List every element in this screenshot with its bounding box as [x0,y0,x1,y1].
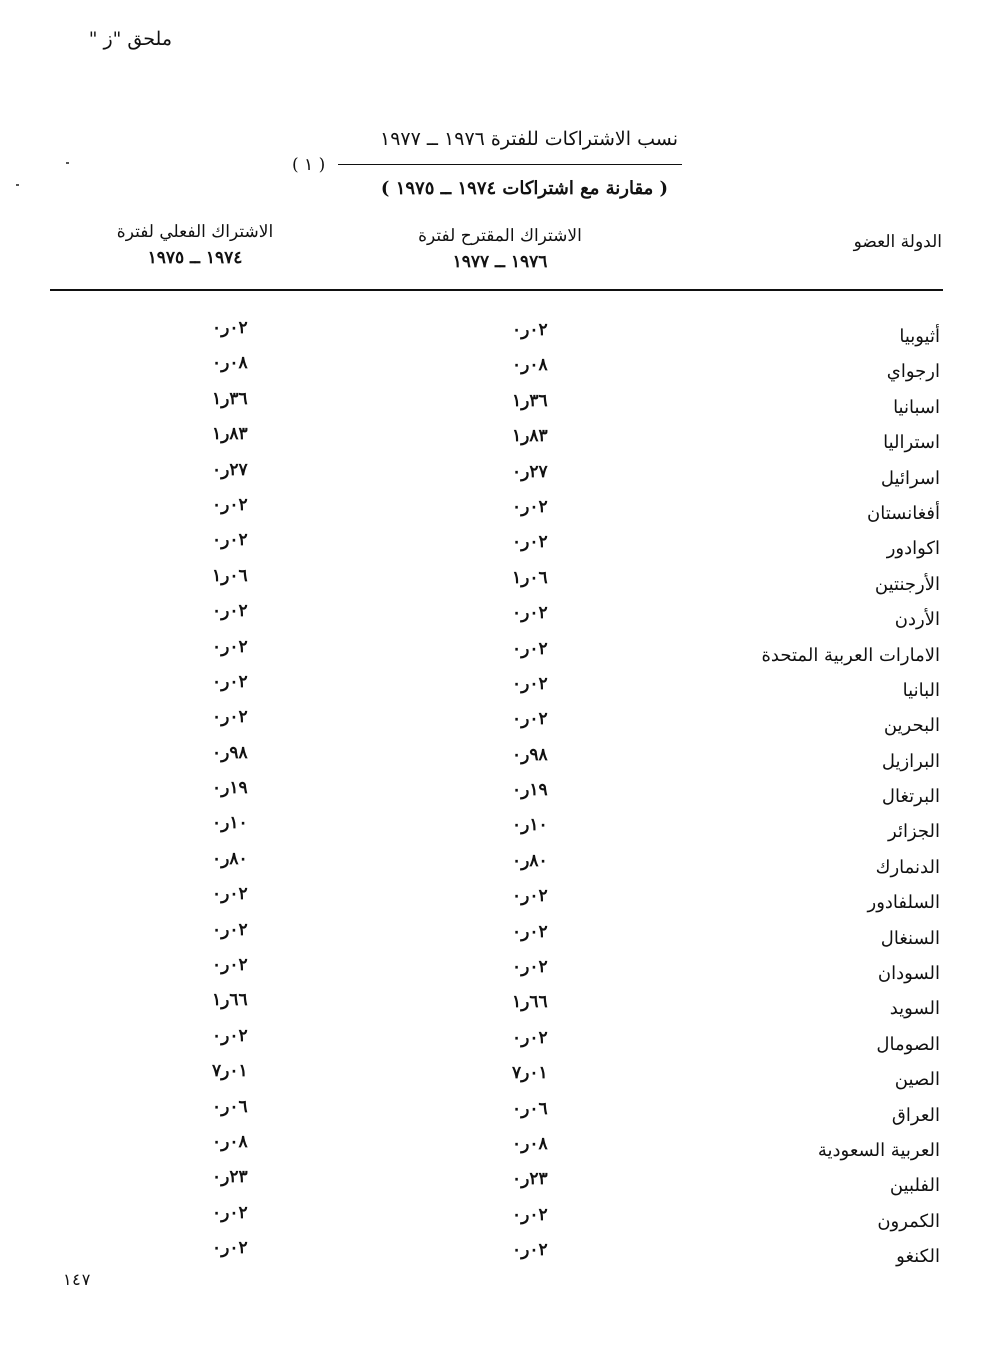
country-cell: أفغانستان [867,502,940,524]
table-row [0,1203,1000,1238]
actual-cell: ٠٢ر٠ [212,530,248,551]
actual-cell: ٨٠ر٠ [212,848,248,869]
table-row [0,1238,1000,1273]
table-row [0,813,1000,848]
column-header-country-label: الدولة العضو [853,232,942,252]
actual-cell: ٣٦ر١ [212,388,248,409]
proposed-cell: ٨٣ر١ [512,426,548,447]
proposed-cell: ١٩ر٠ [512,780,548,801]
proposed-cell: ٠٨ر٠ [512,1133,548,1154]
proposed-cell: ٠٢ر٠ [512,603,548,624]
proposed-cell: ٠١ر٧ [512,1063,548,1084]
title-underline [338,164,682,165]
country-cell: اكوادور [886,538,940,560]
actual-cell: ٠٦ر١ [212,565,248,586]
proposed-cell: ٠٢ر٠ [512,1240,548,1261]
proposed-cell: ٠٦ر٠ [512,1098,548,1119]
scan-speck [66,162,69,164]
actual-cell: ٠٨ر٠ [212,353,248,374]
country-cell: الكنغو [896,1246,940,1268]
proposed-cell: ٠٢ر٠ [512,673,548,694]
country-cell: الدنمارك [875,856,940,878]
actual-cell: ٠٦ر٠ [212,1096,248,1117]
table-row [0,566,1000,601]
table-row [0,1061,1000,1096]
country-cell: الامارات العربية المتحدة [761,644,940,666]
table-row [0,530,1000,565]
contributions-table [0,318,1000,1274]
country-cell: الجزائر [888,821,940,843]
proposed-cell: ٠٢ر٠ [512,532,548,553]
column-header-actual [95,222,295,268]
actual-cell: ٢٧ر٠ [212,459,248,480]
country-cell: البرتغال [881,786,940,808]
proposed-cell: ٢٧ر٠ [512,461,548,482]
table-row [0,672,1000,707]
actual-cell: ٠٢ر٠ [212,955,248,976]
actual-cell: ٠٢ر٠ [212,1238,248,1259]
country-cell: البحرين [883,715,940,737]
table-row [0,637,1000,672]
header-divider [50,289,943,291]
actual-cell: ٠٢ر٠ [212,884,248,905]
proposed-cell: ٠٢ر٠ [512,638,548,659]
actual-cell: ٦٦ر١ [212,990,248,1011]
country-cell: السلفادور [867,892,940,914]
proposed-cell: ٠٦ر١ [512,567,548,588]
country-cell: السودان [877,963,940,985]
proposed-cell: ٨٠ر٠ [512,850,548,871]
actual-cell: ٢٣ر٠ [212,1167,248,1188]
actual-cell: ٠٢ر٠ [212,601,248,622]
country-cell: الصومال [876,1033,940,1055]
table-row [0,460,1000,495]
table-row [0,1097,1000,1132]
annex-label: ملحق "ز " [88,28,172,50]
table-subtitle: ( مقارنة مع اشتراكات ١٩٧٤ ــ ١٩٧٥ ) [380,178,668,199]
actual-cell: ٠٨ر٠ [212,1131,248,1152]
column-header-proposed-label: الاشتراك المقترح لفترة [418,226,582,246]
table-title: نسب الاشتراكات للفترة ١٩٧٦ ــ ١٩٧٧ [379,128,678,150]
proposed-cell: ١٠ر٠ [512,815,548,836]
actual-cell: ٨٣ر١ [212,424,248,445]
proposed-cell: ٠٢ر٠ [512,921,548,942]
column-header-actual-period: ١٩٧٤ ــ ١٩٧٥ [147,248,243,268]
country-cell: ارجواي [886,361,940,383]
scan-speck [16,184,19,186]
table-row [0,495,1000,530]
actual-cell: ١٠ر٠ [212,813,248,834]
column-header-proposed-period: ١٩٧٦ ــ ١٩٧٧ [452,252,548,272]
country-cell: الأرجنتين [874,573,940,595]
country-cell: أثيوبيا [899,326,940,347]
proposed-cell: ٠٢ر٠ [512,1027,548,1048]
table-row [0,743,1000,778]
actual-cell: ٠١ر٧ [212,1061,248,1082]
column-header-country [854,232,942,252]
table-row [0,1132,1000,1167]
table-row [0,1026,1000,1061]
country-cell: البرازيل [881,750,940,772]
proposed-cell: ٠٢ر٠ [512,320,548,340]
table-title-block [290,122,690,212]
proposed-cell: ٠٢ر٠ [512,709,548,730]
table-row [0,990,1000,1025]
column-header-actual-label: الاشتراك الفعلي لفترة [116,222,274,242]
country-cell: الصين [894,1069,940,1091]
actual-cell: ٠٢ر٠ [212,1202,248,1223]
table-row [0,849,1000,884]
proposed-cell: ٠٢ر٠ [512,1204,548,1225]
country-cell: العراق [891,1104,940,1126]
country-cell: العربية السعودية [817,1139,940,1161]
table-row [0,318,1000,353]
table-row [0,353,1000,388]
country-cell: اسرائيل [880,467,940,489]
page-number: ١٤٧ [62,1270,91,1289]
country-cell: الأردن [894,609,940,631]
table-row [0,778,1000,813]
table-row [0,1167,1000,1202]
country-cell: السويد [889,998,940,1020]
proposed-cell: ٠٢ر٠ [512,886,548,907]
table-row [0,389,1000,424]
table-row [0,955,1000,990]
proposed-cell: ٣٦ر١ [512,390,548,411]
actual-cell: ٠٢ر٠ [212,919,248,940]
proposed-cell: ٢٣ر٠ [512,1169,548,1190]
proposed-cell: ٠٢ر٠ [512,957,548,978]
actual-cell: ٩٨ر٠ [212,742,248,763]
table-row [0,884,1000,919]
table-row [0,707,1000,742]
proposed-cell: ٩٨ر٠ [512,744,548,765]
country-cell: الكمرون [877,1210,940,1232]
actual-cell: ١٩ر٠ [212,778,248,799]
proposed-cell: ٠٢ر٠ [512,496,548,517]
proposed-cell: ٦٦ر١ [512,992,548,1013]
column-header-proposed [410,226,590,272]
actual-cell: ٠٢ر٠ [212,636,248,657]
table-number: ( ١ ) [292,155,326,175]
actual-cell: ٠٢ر٠ [212,671,248,692]
country-cell: السنغال [880,927,940,949]
table-row [0,424,1000,459]
country-cell: الفلبين [889,1175,940,1197]
actual-cell: ٠٢ر٠ [212,707,248,728]
table-row [0,920,1000,955]
actual-cell: ٠٢ر٠ [212,1025,248,1046]
country-cell: استراليا [883,432,940,454]
table-row [0,601,1000,636]
actual-cell: ٠٢ر٠ [212,318,248,338]
country-cell: البانيا [902,679,940,701]
actual-cell: ٠٢ر٠ [212,494,248,515]
proposed-cell: ٠٨ر٠ [512,355,548,376]
country-cell: اسبانيا [893,396,940,418]
